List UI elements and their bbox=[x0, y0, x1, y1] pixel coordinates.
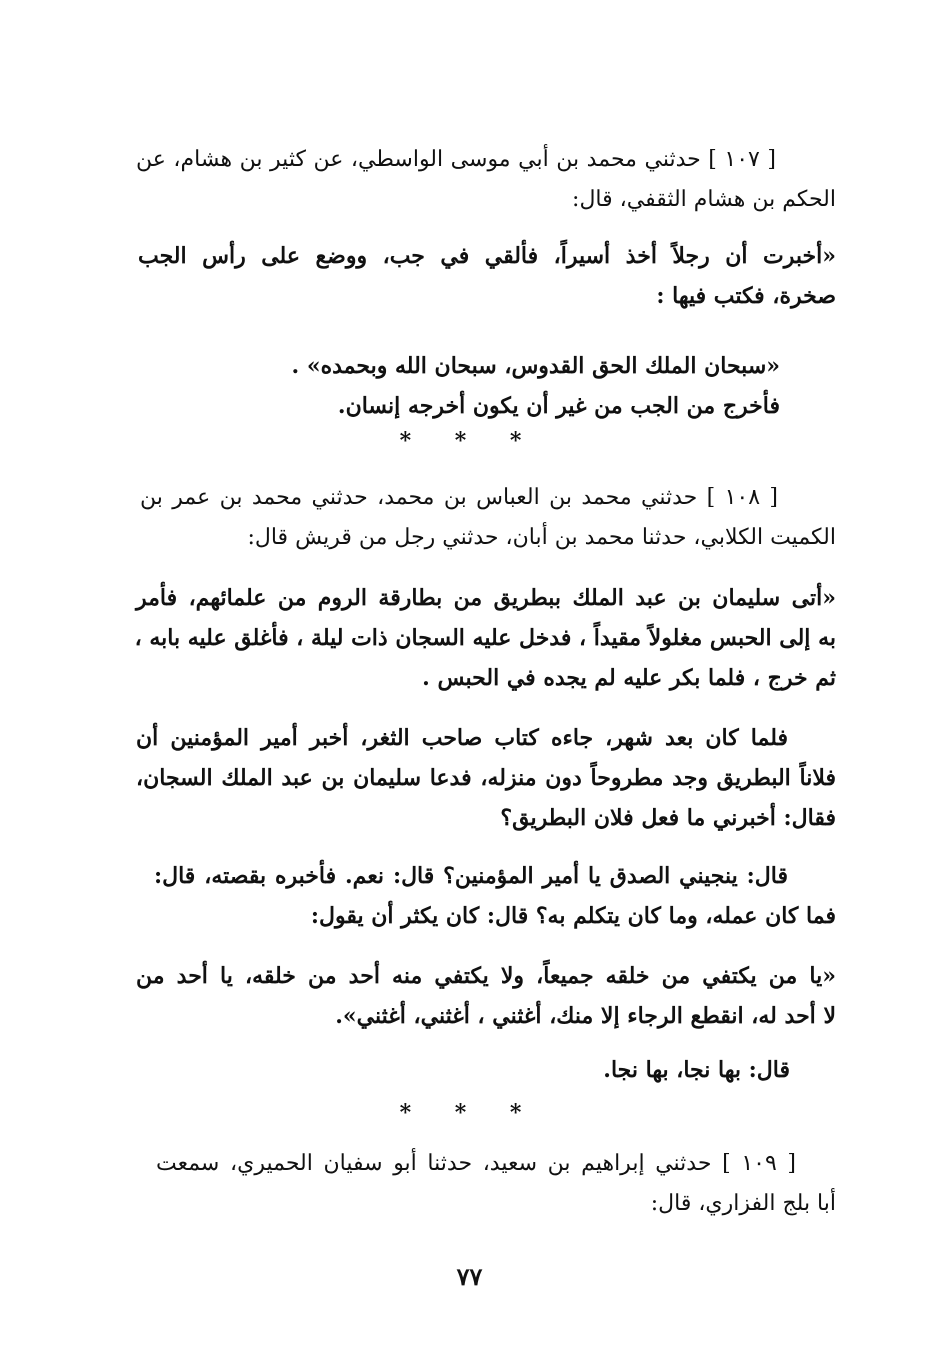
entry-107-isnad-cont bbox=[300, 180, 836, 220]
entry-108-para-1 bbox=[136, 578, 836, 698]
text-line: «أتى سليمان بن عبد الملك ببطريق من بطارقة الروم من علمائهم، فأمر bbox=[136, 585, 836, 611]
text-line: «أخبرت أن رجلاً أخذ أسيراً، فألقي في جب، ووضع على رأس الجب bbox=[138, 243, 836, 269]
text-line: لا أحد له، انقطع الرجاء إلا منك، أغثني ، أغثني، أغثني». bbox=[335, 1003, 836, 1029]
section-separator: * * * bbox=[399, 428, 540, 454]
text-line: [ ١٠٩ ] حدثني إبراهيم بن سعيد، حدثنا أبو سفيان الحميري، سمعت bbox=[156, 1151, 797, 1176]
text-line: فما كان عمله، وما كان يتكلم به؟ قال: كان يكثر أن يقول: bbox=[310, 903, 836, 929]
entry-108-para-2-cont bbox=[136, 758, 836, 838]
text-line: فقال: أخبرني ما فعل فلان البطريق؟ bbox=[500, 805, 836, 831]
entry-108-isnad-cont bbox=[220, 518, 836, 558]
entry-109-isnad-cont bbox=[400, 1184, 836, 1224]
text-line: «سبحان الملك الحق القدوس، سبحان الله وبحمده» . bbox=[291, 353, 780, 379]
text-line: ثم خرج ، فلما بكر عليه لم يجده في الحبس . bbox=[422, 665, 836, 691]
text-line: قال: بها نجا، بها نجا. bbox=[603, 1057, 790, 1083]
entry-107-isnad bbox=[136, 140, 776, 180]
section-separator: * * * bbox=[399, 1100, 540, 1126]
text-line: فأخرج من الجب من غير أن يكون أخرجه إنسان. bbox=[337, 393, 780, 419]
text-line: [ ١٠٨ ] حدثني محمد بن العباس بن محمد، حدثني محمد بن عمر بن bbox=[140, 485, 778, 510]
entry-108-para-3-cont bbox=[300, 896, 836, 936]
text-line: فلما كان بعد شهر، جاءه كتاب صاحب الثغر، أخبر أمير المؤمنين أن bbox=[136, 725, 788, 751]
entry-108-isnad bbox=[140, 478, 778, 518]
text-line: «يا من يكتفي من خلقه جميعاً، ولا يكتفي منه أحد من خلقه، يا أحد من bbox=[136, 963, 836, 989]
entry-108-para-2 bbox=[136, 718, 788, 758]
text-line: قال: ينجيني الصدق يا أمير المؤمنين؟ قال: نعم. فأخبره بقصته، قال: bbox=[154, 863, 788, 889]
text-line: الكميت الكلابي، حدثنا محمد بن أبان، حدثني رجل من قريش قال: bbox=[247, 525, 836, 550]
text-line: [ ١٠٧ ] حدثني محمد بن أبي موسى الواسطي، عن كثير بن هشام، عن bbox=[136, 147, 777, 172]
entry-109-isnad bbox=[156, 1144, 796, 1184]
text-line: صخرة، فكتب فيها : bbox=[656, 283, 836, 309]
entry-107-quote bbox=[138, 236, 836, 316]
text-line: الحكم بن هشام الثقفي، قال: bbox=[572, 187, 836, 212]
entry-108-para-5 bbox=[500, 1050, 790, 1090]
text-line: فلاناً البطريق وجد مطروحاً دون منزله، فدعا سليمان بن عبد الملك السجان، bbox=[136, 765, 836, 791]
text-line: به إلى الحبس مغلولاً مقيداً ، فدخل عليه السجان ذات ليلة ، فأغلق عليه بابه ، bbox=[134, 625, 836, 651]
entry-107-inner-quote bbox=[291, 346, 780, 426]
entry-108-para-4 bbox=[136, 956, 836, 1036]
entry-108-para-3 bbox=[154, 856, 788, 896]
page-number: ٧٧ bbox=[456, 1262, 483, 1291]
text-line: أبا بلج الفزاري، قال: bbox=[650, 1191, 836, 1216]
